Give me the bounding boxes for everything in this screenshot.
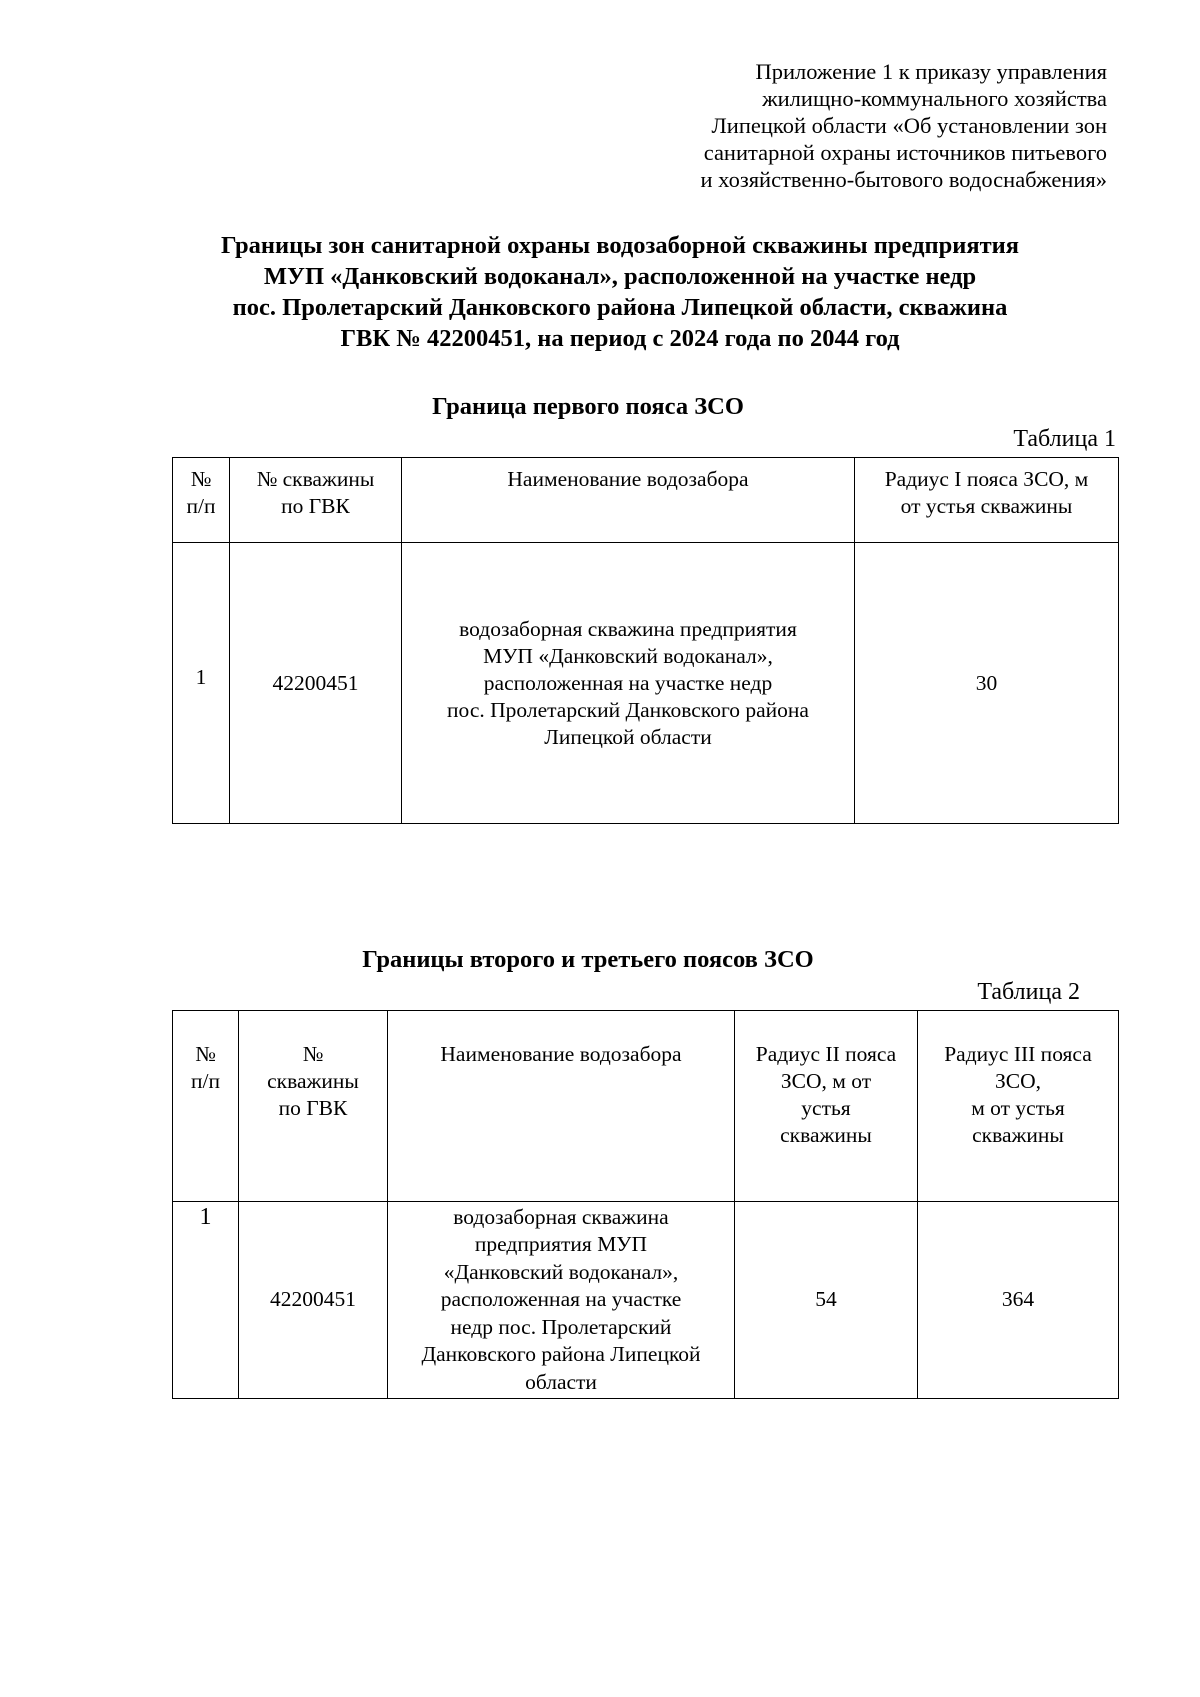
t1-cell-num: [173, 543, 230, 824]
header-text: скважины: [267, 1069, 359, 1093]
appendix-line: Приложение 1 к приказу управления: [755, 59, 1107, 84]
t1-cell-radius: 30: [855, 543, 1119, 824]
appendix-line: Липецкой области «Об установлении зон: [711, 113, 1107, 138]
table1-label: Таблица 1: [1013, 426, 1116, 452]
cell-line: предприятия МУП: [474, 1232, 648, 1257]
title-line: Границы зон санитарной охраны водозаборной скважины предприятия: [220, 232, 1019, 259]
header-text: ЗСО,: [994, 1069, 1041, 1093]
t2-cell-name: [388, 1202, 735, 1399]
table1-header-row: [173, 458, 1119, 543]
t1-cell-name: [402, 543, 855, 824]
t2-header-radius3: [918, 1011, 1119, 1202]
t2-cell-well: 42200451: [239, 1202, 388, 1399]
cell-line: расположенная на участке недр: [483, 670, 773, 695]
cell-line: области: [525, 1369, 597, 1394]
table2: [172, 1010, 1119, 1399]
cell-line: пос. Пролетарский Данковского района: [447, 697, 809, 722]
cell-line: Липецкой области: [544, 724, 712, 749]
table-row: [173, 1202, 1119, 1399]
t2-cell-radius3: 364: [918, 1202, 1119, 1399]
header-text: по ГВК: [278, 1096, 348, 1120]
header-text: №: [195, 1042, 216, 1066]
header-text: Радиус II пояса: [755, 1042, 897, 1066]
header-text: устья: [801, 1096, 851, 1120]
header-text: Радиус III пояса: [944, 1042, 1092, 1066]
cell-line: водозаборная скважина: [453, 1204, 669, 1229]
header-text: скважины: [972, 1123, 1064, 1147]
header-text: № скважины: [256, 467, 375, 491]
table2-header-row: [173, 1011, 1119, 1202]
header-text: п/п: [191, 1069, 220, 1093]
cell-text: 1: [195, 664, 207, 689]
header-text: ЗСО, м от: [780, 1069, 872, 1093]
t2-header-name: [388, 1011, 735, 1202]
header-text: №: [190, 467, 212, 491]
appendix-line: и хозяйственно-бытового водоснабжения»: [700, 167, 1107, 192]
cell-line: расположенная на участке: [440, 1287, 682, 1312]
t1-header-well: [230, 458, 402, 543]
appendix-line: санитарной охраны источников питьевого: [703, 140, 1107, 165]
header-text: от устья скважины: [900, 494, 1073, 518]
t1-cell-well: 42200451: [230, 543, 402, 824]
document-title: [150, 230, 1090, 354]
section2-heading: Границы второго и третьего поясов ЗСО: [362, 946, 814, 973]
header-text: по ГВК: [281, 494, 350, 518]
cell-line: водозаборная скважина предприятия: [459, 616, 797, 641]
section1-heading: Граница первого пояса ЗСО: [432, 393, 744, 420]
appendix-note: [587, 58, 1107, 193]
header-text: м от устья: [971, 1096, 1065, 1120]
title-line: ГВК № 42200451, на период с 2024 года по 2044 год: [340, 325, 900, 352]
t1-header-num: [173, 458, 230, 543]
t2-header-well: [239, 1011, 388, 1202]
title-line: пос. Пролетарский Данковского района Липецкой области, скважина: [232, 294, 1008, 321]
table1: [172, 457, 1119, 824]
t2-header-num: [173, 1011, 239, 1202]
header-text: п/п: [186, 494, 216, 518]
t2-header-radius2: [735, 1011, 918, 1202]
cell-line: МУП «Данковский водоканал»,: [483, 643, 773, 668]
header-text: Радиус I пояса ЗСО, м: [884, 467, 1089, 491]
t2-cell-num: 1: [173, 1202, 239, 1399]
table-row: [173, 543, 1119, 824]
header-text: №: [302, 1042, 324, 1066]
t2-cell-radius2: 54: [735, 1202, 918, 1399]
header-text: Наименование водозабора: [507, 467, 749, 491]
header-text: скважины: [780, 1123, 872, 1147]
cell-line: «Данковский водоканал»,: [443, 1259, 679, 1284]
cell-line: недр пос. Пролетарский: [450, 1314, 672, 1339]
t1-header-radius: [855, 458, 1119, 543]
t1-header-name: [402, 458, 855, 543]
appendix-line: жилищно-коммунального хозяйства: [762, 86, 1107, 111]
cell-line: Данковского района Липецкой: [421, 1342, 701, 1367]
header-text: Наименование водозабора: [440, 1042, 682, 1066]
title-line: МУП «Данковский водоканал», расположенной на участке недр: [263, 263, 977, 290]
table2-label: Таблица 2: [977, 979, 1080, 1005]
